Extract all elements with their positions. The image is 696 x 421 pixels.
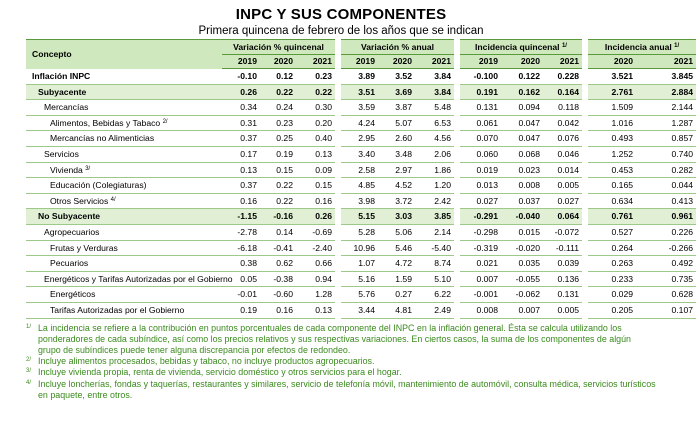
table-row: [26, 100, 696, 116]
table-row: [26, 302, 696, 318]
table-cell: 0.38: [222, 256, 260, 272]
table-cell: 0.013: [457, 178, 501, 194]
table-cell: 0.22: [296, 84, 338, 100]
row-label: [26, 146, 222, 162]
table-cell: 0.044: [636, 178, 696, 194]
table-cell: 3.845: [636, 69, 696, 85]
table-cell: 2.58: [338, 162, 378, 178]
table-cell: 0.205: [585, 302, 636, 318]
table-cell: 0.14: [260, 224, 296, 240]
table-row: [26, 271, 696, 287]
table-cell: 0.413: [636, 193, 696, 209]
table-cell: -0.062: [501, 287, 543, 303]
table-cell: 3.98: [338, 193, 378, 209]
table-cell: 0.068: [501, 146, 543, 162]
table-cell: 5.10: [415, 271, 457, 287]
header-group-inc-anual: Incidencia anual $^{1/}$: [585, 40, 696, 55]
table-cell: 0.165: [585, 178, 636, 194]
table-row: [26, 209, 696, 225]
table-cell: 0.26: [222, 84, 260, 100]
table-cell: 0.191: [457, 84, 501, 100]
row-label-text: Energéticos y Tarifas Autorizadas por el Gobierno: [44, 273, 233, 284]
row-label-text: Otros Servicios: [50, 195, 109, 206]
table-row: [26, 256, 696, 272]
footnote-mark: 3/: [85, 165, 91, 172]
table-cell: 4.52: [378, 178, 415, 194]
table-cell: 0.094: [501, 100, 543, 116]
table-cell: 0.527: [585, 224, 636, 240]
table-cell: 0.634: [585, 193, 636, 209]
table-cell: 0.761: [585, 209, 636, 225]
table-cell: 4.81: [378, 302, 415, 318]
table-cell: 2.14: [415, 224, 457, 240]
header-group-inc-quincenal: Incidencia quincenal $^{1/}$: [457, 40, 585, 55]
table-cell: 3.87: [378, 100, 415, 116]
row-label: [26, 193, 222, 209]
header-group-var-anual: Variación % anual: [338, 40, 457, 55]
header-year: 2021: [543, 55, 585, 69]
table-cell: 0.493: [585, 131, 636, 147]
table-row: [26, 287, 696, 303]
table-cell: -0.291: [457, 209, 501, 225]
table-cell: 0.131: [543, 287, 585, 303]
table-cell: 0.13: [296, 146, 338, 162]
table-cell: -5.40: [415, 240, 457, 256]
table-cell: 0.005: [543, 178, 585, 194]
table-cell: 0.27: [378, 287, 415, 303]
page-title: INPC Y SUS COMPONENTES: [235, 6, 447, 23]
table-cell: 0.070: [457, 131, 501, 147]
table-cell: -0.41: [260, 240, 296, 256]
table-body: [26, 69, 696, 319]
table-cell: -0.020: [501, 240, 543, 256]
table-cell: 3.52: [378, 69, 415, 85]
table-cell: 0.628: [636, 287, 696, 303]
footnote: [26, 323, 656, 357]
table-row: [26, 69, 696, 85]
row-label-text: Mercancías no Alimenticias: [50, 133, 155, 144]
table-cell: 0.008: [457, 302, 501, 318]
table-cell: 0.264: [585, 240, 636, 256]
row-label: [26, 224, 222, 240]
table-cell: 0.061: [457, 115, 501, 131]
table-cell: 0.37: [222, 131, 260, 147]
header-year: 2020: [260, 55, 296, 69]
table-row: [26, 193, 696, 209]
row-label-text: Tarifas Autorizadas por el Gobierno: [50, 304, 185, 315]
table-row: [26, 131, 696, 147]
header-year: 2020: [501, 55, 543, 69]
table-cell: 0.22: [260, 193, 296, 209]
table-cell: 0.66: [296, 256, 338, 272]
table-cell: -0.01: [222, 287, 260, 303]
table-cell: 0.09: [296, 162, 338, 178]
table-cell: 5.48: [415, 100, 457, 116]
table-cell: 1.287: [636, 115, 696, 131]
footnote-text: Incluye loncherías, fondas y taquerías, restaurantes y similares, servicio de telefonía móvil, mantenimiento de automóvil, consulta médica, servicios turísticos en paquete, entre otros.: [38, 378, 656, 400]
table-cell: 0.019: [457, 162, 501, 178]
table-cell: 0.17: [222, 146, 260, 162]
row-label: [26, 302, 222, 318]
footnotes: [26, 323, 656, 401]
table-cell: 2.884: [636, 84, 696, 100]
footnote-mark: 2/: [162, 118, 168, 125]
table-cell: 0.233: [585, 271, 636, 287]
table-cell: 0.19: [260, 146, 296, 162]
table-cell: 3.51: [338, 84, 378, 100]
table-cell: 3.72: [378, 193, 415, 209]
footnote-text: Incluye vivienda propia, renta de vivienda, servicio doméstico y otros servicios para el hogar.: [38, 367, 402, 378]
table-cell: 0.25: [260, 131, 296, 147]
table-cell: 0.027: [457, 193, 501, 209]
table-cell: 0.740: [636, 146, 696, 162]
row-label: [26, 115, 222, 131]
row-label: [26, 209, 222, 225]
footnote-text: La incidencia se refiere a la contribución en puntos porcentuales de cada componente del INPC en la inflación general. Ésta se calcula utilizando los ponderadores de cada subíndice, así como los precios relativos y sus respectivas variaciones. En ciertos casos, la suma de los componentes de algún grupo de subíndices puede tener alguna discrepancia por efectos de redondeo.: [38, 322, 631, 355]
row-label-text: Pecuarios: [50, 258, 89, 269]
table-cell: 0.15: [296, 178, 338, 194]
table-cell: 1.016: [585, 115, 636, 131]
table-cell: 3.40: [338, 146, 378, 162]
header-year: 2021: [296, 55, 338, 69]
table-cell: -0.298: [457, 224, 501, 240]
table-cell: 2.761: [585, 84, 636, 100]
table-cell: 4.72: [378, 256, 415, 272]
header-year: 2019: [338, 55, 378, 69]
table-cell: 0.107: [636, 302, 696, 318]
row-label-text: Agropecuarios: [44, 226, 100, 237]
footnote-mark: 1/: [26, 323, 32, 330]
footnote-mark: 2/: [26, 357, 32, 364]
table-cell: -0.69: [296, 224, 338, 240]
table-cell: 0.029: [585, 287, 636, 303]
table-cell: 0.021: [457, 256, 501, 272]
table-cell: -2.40: [296, 240, 338, 256]
table-cell: 5.28: [338, 224, 378, 240]
table-cell: 0.62: [260, 256, 296, 272]
table-cell: 0.23: [296, 69, 338, 85]
table-cell: 0.007: [501, 302, 543, 318]
row-label-text: Alimentos, Bebidas y Tabaco: [50, 117, 161, 128]
table-cell: 0.20: [296, 115, 338, 131]
table-cell: 0.008: [501, 178, 543, 194]
table-cell: 0.961: [636, 209, 696, 225]
table-cell: -0.040: [501, 209, 543, 225]
header-year: 2020: [585, 55, 636, 69]
table-cell: 0.007: [457, 271, 501, 287]
row-label: [26, 287, 222, 303]
inpc-table: [26, 39, 696, 319]
row-label: [26, 240, 222, 256]
table-cell: 0.19: [222, 302, 260, 318]
table-cell: 0.453: [585, 162, 636, 178]
table-cell: 0.31: [222, 115, 260, 131]
table-cell: 3.521: [585, 69, 636, 85]
table-cell: 0.13: [222, 162, 260, 178]
table-cell: 0.26: [296, 209, 338, 225]
table-cell: 1.252: [585, 146, 636, 162]
table-cell: 5.07: [378, 115, 415, 131]
table-cell: -0.60: [260, 287, 296, 303]
table-row: [26, 178, 696, 194]
row-label-text: Vivienda: [50, 164, 83, 175]
row-label: [26, 84, 222, 100]
table-cell: 0.064: [543, 209, 585, 225]
header-year: 2019: [457, 55, 501, 69]
header-year: 2021: [415, 55, 457, 69]
row-label-text: Energéticos: [50, 289, 96, 300]
table-cell: 0.042: [543, 115, 585, 131]
table-cell: 0.131: [457, 100, 501, 116]
table-cell: 0.24: [260, 100, 296, 116]
table-cell: -0.16: [260, 209, 296, 225]
table-cell: -0.10: [222, 69, 260, 85]
table-cell: 0.12: [260, 69, 296, 85]
table-cell: 8.74: [415, 256, 457, 272]
table-row: [26, 162, 696, 178]
table-cell: 5.06: [378, 224, 415, 240]
table-cell: 2.97: [378, 162, 415, 178]
table-cell: 3.84: [415, 69, 457, 85]
table-cell: 3.48: [378, 146, 415, 162]
table-cell: 2.60: [378, 131, 415, 147]
table-cell: 0.857: [636, 131, 696, 147]
table-cell: 0.282: [636, 162, 696, 178]
table-cell: -0.055: [501, 271, 543, 287]
table-cell: 3.84: [415, 84, 457, 100]
row-label-text: Inflación INPC: [32, 70, 91, 81]
table-row: [26, 115, 696, 131]
table-cell: 0.735: [636, 271, 696, 287]
table-cell: -0.072: [543, 224, 585, 240]
table-cell: 0.13: [296, 302, 338, 318]
row-label-text: Subyacente: [38, 86, 87, 97]
table-row: [26, 224, 696, 240]
header-group-var-quincenal: Variación % quincenal: [222, 40, 338, 55]
footnote: [26, 379, 656, 401]
row-label: [26, 69, 222, 85]
table-cell: 0.30: [296, 100, 338, 116]
row-label: [26, 178, 222, 194]
table-cell: 0.15: [260, 162, 296, 178]
table-header: [26, 40, 696, 69]
table-cell: 0.162: [501, 84, 543, 100]
table-cell: 2.42: [415, 193, 457, 209]
table-cell: 5.46: [378, 240, 415, 256]
footnote: [26, 356, 656, 367]
table-cell: 0.94: [296, 271, 338, 287]
table-cell: 1.20: [415, 178, 457, 194]
table-cell: 0.22: [260, 178, 296, 194]
table-cell: 1.509: [585, 100, 636, 116]
table-cell: 5.76: [338, 287, 378, 303]
table-cell: 0.22: [260, 84, 296, 100]
footnote: [26, 367, 656, 378]
table-cell: 0.16: [222, 193, 260, 209]
table-cell: 0.039: [543, 256, 585, 272]
table-cell: 0.16: [260, 302, 296, 318]
table-cell: -0.100: [457, 69, 501, 85]
row-label: [26, 162, 222, 178]
table-cell: 0.047: [501, 115, 543, 131]
table-cell: 0.027: [543, 193, 585, 209]
table-cell: 0.076: [543, 131, 585, 147]
table-cell: 0.005: [543, 302, 585, 318]
table-cell: -1.15: [222, 209, 260, 225]
row-label: [26, 256, 222, 272]
table-cell: -0.111: [543, 240, 585, 256]
page-subtitle: Primera quincena de febrero de los años que se indican: [198, 25, 484, 37]
table-cell: 2.95: [338, 131, 378, 147]
header-year: 2021: [636, 55, 696, 69]
table-cell: 0.226: [636, 224, 696, 240]
table-cell: -0.38: [260, 271, 296, 287]
table-cell: 3.03: [378, 209, 415, 225]
table-cell: 0.035: [501, 256, 543, 272]
table-cell: 0.164: [543, 84, 585, 100]
table-cell: 3.59: [338, 100, 378, 116]
table-cell: 0.046: [543, 146, 585, 162]
table-cell: -0.319: [457, 240, 501, 256]
row-label: [26, 271, 233, 287]
table-cell: 0.037: [501, 193, 543, 209]
table-cell: 0.023: [501, 162, 543, 178]
table-cell: 0.37: [222, 178, 260, 194]
table-cell: 0.23: [260, 115, 296, 131]
table-cell: 2.144: [636, 100, 696, 116]
table-cell: 6.53: [415, 115, 457, 131]
table-cell: 1.07: [338, 256, 378, 272]
table-cell: 5.15: [338, 209, 378, 225]
table-cell: -0.266: [636, 240, 696, 256]
table-cell: 0.136: [543, 271, 585, 287]
table-cell: 4.24: [338, 115, 378, 131]
table-cell: 1.59: [378, 271, 415, 287]
table-row: [26, 84, 696, 100]
table-cell: 0.118: [543, 100, 585, 116]
row-label-text: Frutas y Verduras: [50, 242, 118, 253]
table-cell: -0.001: [457, 287, 501, 303]
row-label-text: Servicios: [44, 148, 79, 159]
footnote-text: Incluye alimentos procesados, bebidas y tabaco, no incluye productos agropecuarios.: [38, 356, 375, 367]
table-cell: 1.28: [296, 287, 338, 303]
table-cell: 0.16: [296, 193, 338, 209]
table-cell: 0.015: [501, 224, 543, 240]
table-cell: 3.69: [378, 84, 415, 100]
table-cell: 0.05: [222, 271, 260, 287]
table-cell: 0.060: [457, 146, 501, 162]
row-label-text: Mercancías: [44, 102, 89, 113]
table-cell: 4.56: [415, 131, 457, 147]
row-label: [26, 131, 222, 147]
table-row: [26, 146, 696, 162]
table-cell: 3.44: [338, 302, 378, 318]
table-cell: 0.40: [296, 131, 338, 147]
row-label: [26, 100, 222, 116]
footnote-mark: 4/: [110, 196, 116, 203]
header-year: 2020: [378, 55, 415, 69]
header-concept: Concepto: [26, 40, 222, 69]
row-label-text: Educación (Colegiaturas): [50, 180, 147, 191]
table-cell: 10.96: [338, 240, 378, 256]
table-cell: 5.16: [338, 271, 378, 287]
table-cell: 6.22: [415, 287, 457, 303]
footnote-mark: 4/: [26, 379, 32, 386]
table-cell: 2.49: [415, 302, 457, 318]
table-cell: -6.18: [222, 240, 260, 256]
document: [26, 6, 694, 401]
header-year: 2019: [222, 55, 260, 69]
table-cell: 0.263: [585, 256, 636, 272]
table-cell: -2.78: [222, 224, 260, 240]
table-cell: 4.85: [338, 178, 378, 194]
table-cell: 2.06: [415, 146, 457, 162]
table-cell: 0.014: [543, 162, 585, 178]
table-cell: 0.34: [222, 100, 260, 116]
table-cell: 3.89: [338, 69, 378, 85]
table-cell: 0.228: [543, 69, 585, 85]
row-label-text: No Subyacente: [38, 211, 101, 222]
table-cell: 0.047: [501, 131, 543, 147]
table-cell: 3.85: [415, 209, 457, 225]
footnote-mark: 3/: [26, 368, 32, 375]
table-cell: 1.86: [415, 162, 457, 178]
table-cell: 0.122: [501, 69, 543, 85]
table-cell: 0.492: [636, 256, 696, 272]
table-row: [26, 240, 696, 256]
